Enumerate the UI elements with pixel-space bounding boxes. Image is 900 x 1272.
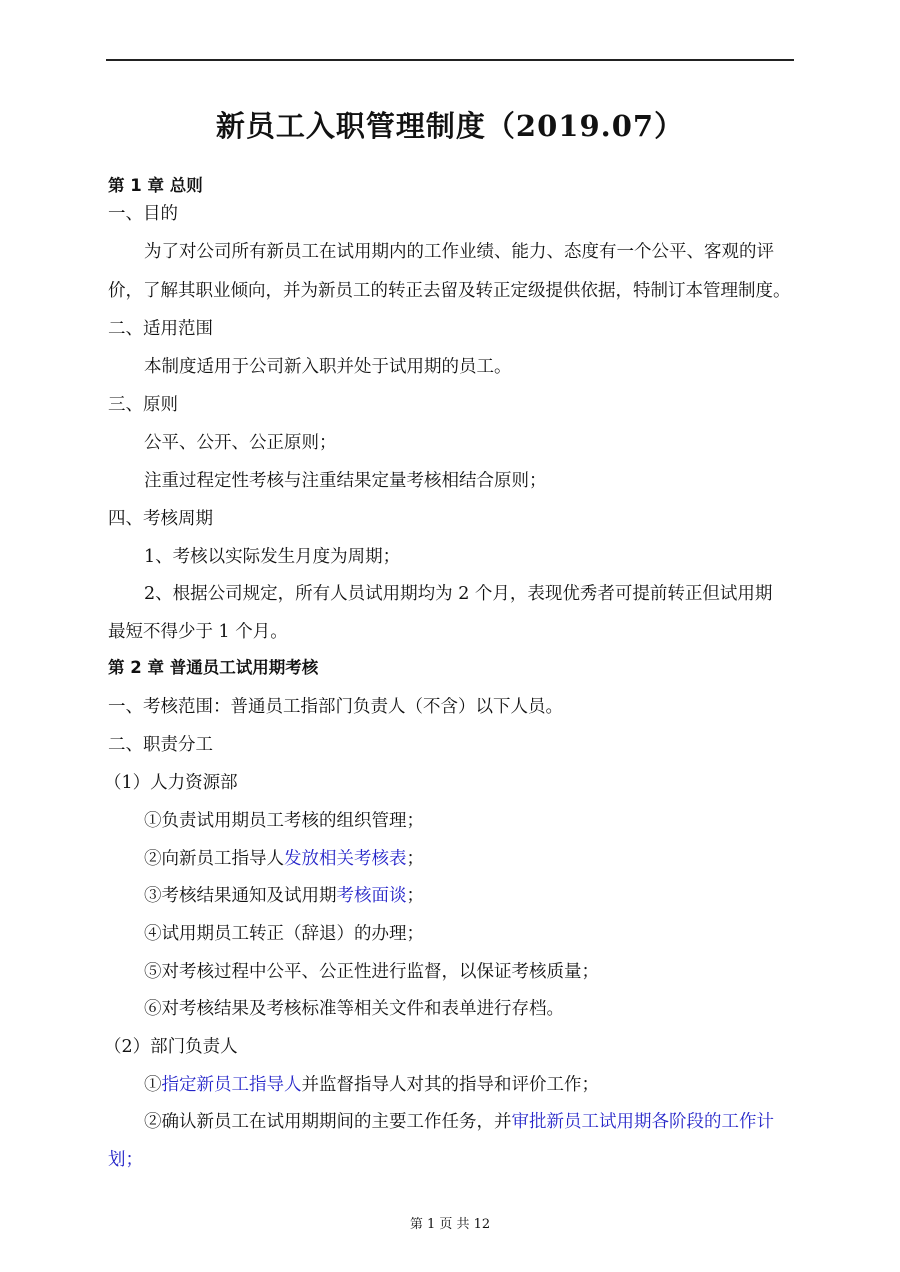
section-scope: 二、适用范围 [108,319,213,339]
hr-duty-2-text: ②向新员工指导人 [144,849,284,869]
cycle-item-1: 1、考核以实际发生月度为周期； [144,547,401,567]
paragraph-purpose-2: 价，了解其职业倾向，并为新员工的转正去留及转正定级提供依据，特制订本管理制度。 [108,281,791,301]
dept-duty-2-text: ②确认新员工在试用期期间的主要工作任务，并 [144,1112,512,1132]
dept-duty-1-num: ① [144,1075,162,1095]
hr-duty-2-highlight: 发放相关考核表 [284,849,407,869]
dept-duty-1 [144,1073,599,1097]
chapter-2-heading: 第 2 章 普通员工试用期考核 [108,658,319,677]
section-purpose: 一、目的 [108,204,178,224]
dept-duty-1-text: 并监督指导人对其的指导和评价工作； [301,1075,599,1095]
hr-duty-3 [144,884,424,908]
paragraph-purpose-1: 为了对公司所有新员工在试用期内的工作业绩、能力、态度有一个公平、客观的评 [144,242,774,262]
paragraph-scope: 本制度适用于公司新入职并处于试用期的员工。 [144,357,512,377]
dept-duty-2-cont: 划； [108,1150,143,1170]
section-assessment-scope: 一、考核范围：普通员工指部门负责人（不含）以下人员。 [108,697,563,717]
section-duties: 二、职责分工 [108,735,213,755]
subsection-dept: （2）部门负责人 [104,1037,238,1057]
hr-duty-2-end: ； [406,849,424,869]
principle-1: 公平、公开、公正原则； [144,433,337,453]
document-title: 新员工入职管理制度（2019.07） [215,109,685,143]
hr-duty-2 [144,847,424,871]
principle-2: 注重过程定性考核与注重结果定量考核相结合原则； [144,471,547,491]
hr-duty-4: ④试用期员工转正（辞退）的办理； [144,924,424,944]
hr-duty-1: ①负责试用期员工考核的组织管理； [144,811,424,831]
cycle-item-2: 2、根据公司规定，所有人员试用期均为 2 个月，表现优秀者可提前转正但试用期 [144,584,773,604]
page-footer: 第 1 页 共 12 [409,1217,491,1232]
header-rule [106,59,794,61]
section-cycle: 四、考核周期 [108,509,213,529]
chapter-1-heading: 第 1 章 总则 [108,176,203,195]
section-principles: 三、原则 [108,395,178,415]
hr-duty-3-end: ； [406,886,424,906]
hr-duty-6: ⑥对考核结果及考核标准等相关文件和表单进行存档。 [144,999,564,1019]
hr-duty-3-text: ③考核结果通知及试用期 [144,886,337,906]
hr-duty-3-highlight: 考核面谈 [336,886,407,906]
dept-duty-2 [144,1110,774,1134]
dept-duty-1-highlight: 指定新员工指导人 [161,1075,302,1095]
cycle-item-2-cont: 最短不得少于 1 个月。 [108,622,288,642]
subsection-hr: （1）人力资源部 [104,773,238,793]
dept-duty-2-highlight: 审批新员工试用期各阶段的工作计 [511,1112,774,1132]
hr-duty-5: ⑤对考核过程中公平、公正性进行监督，以保证考核质量； [144,962,599,982]
